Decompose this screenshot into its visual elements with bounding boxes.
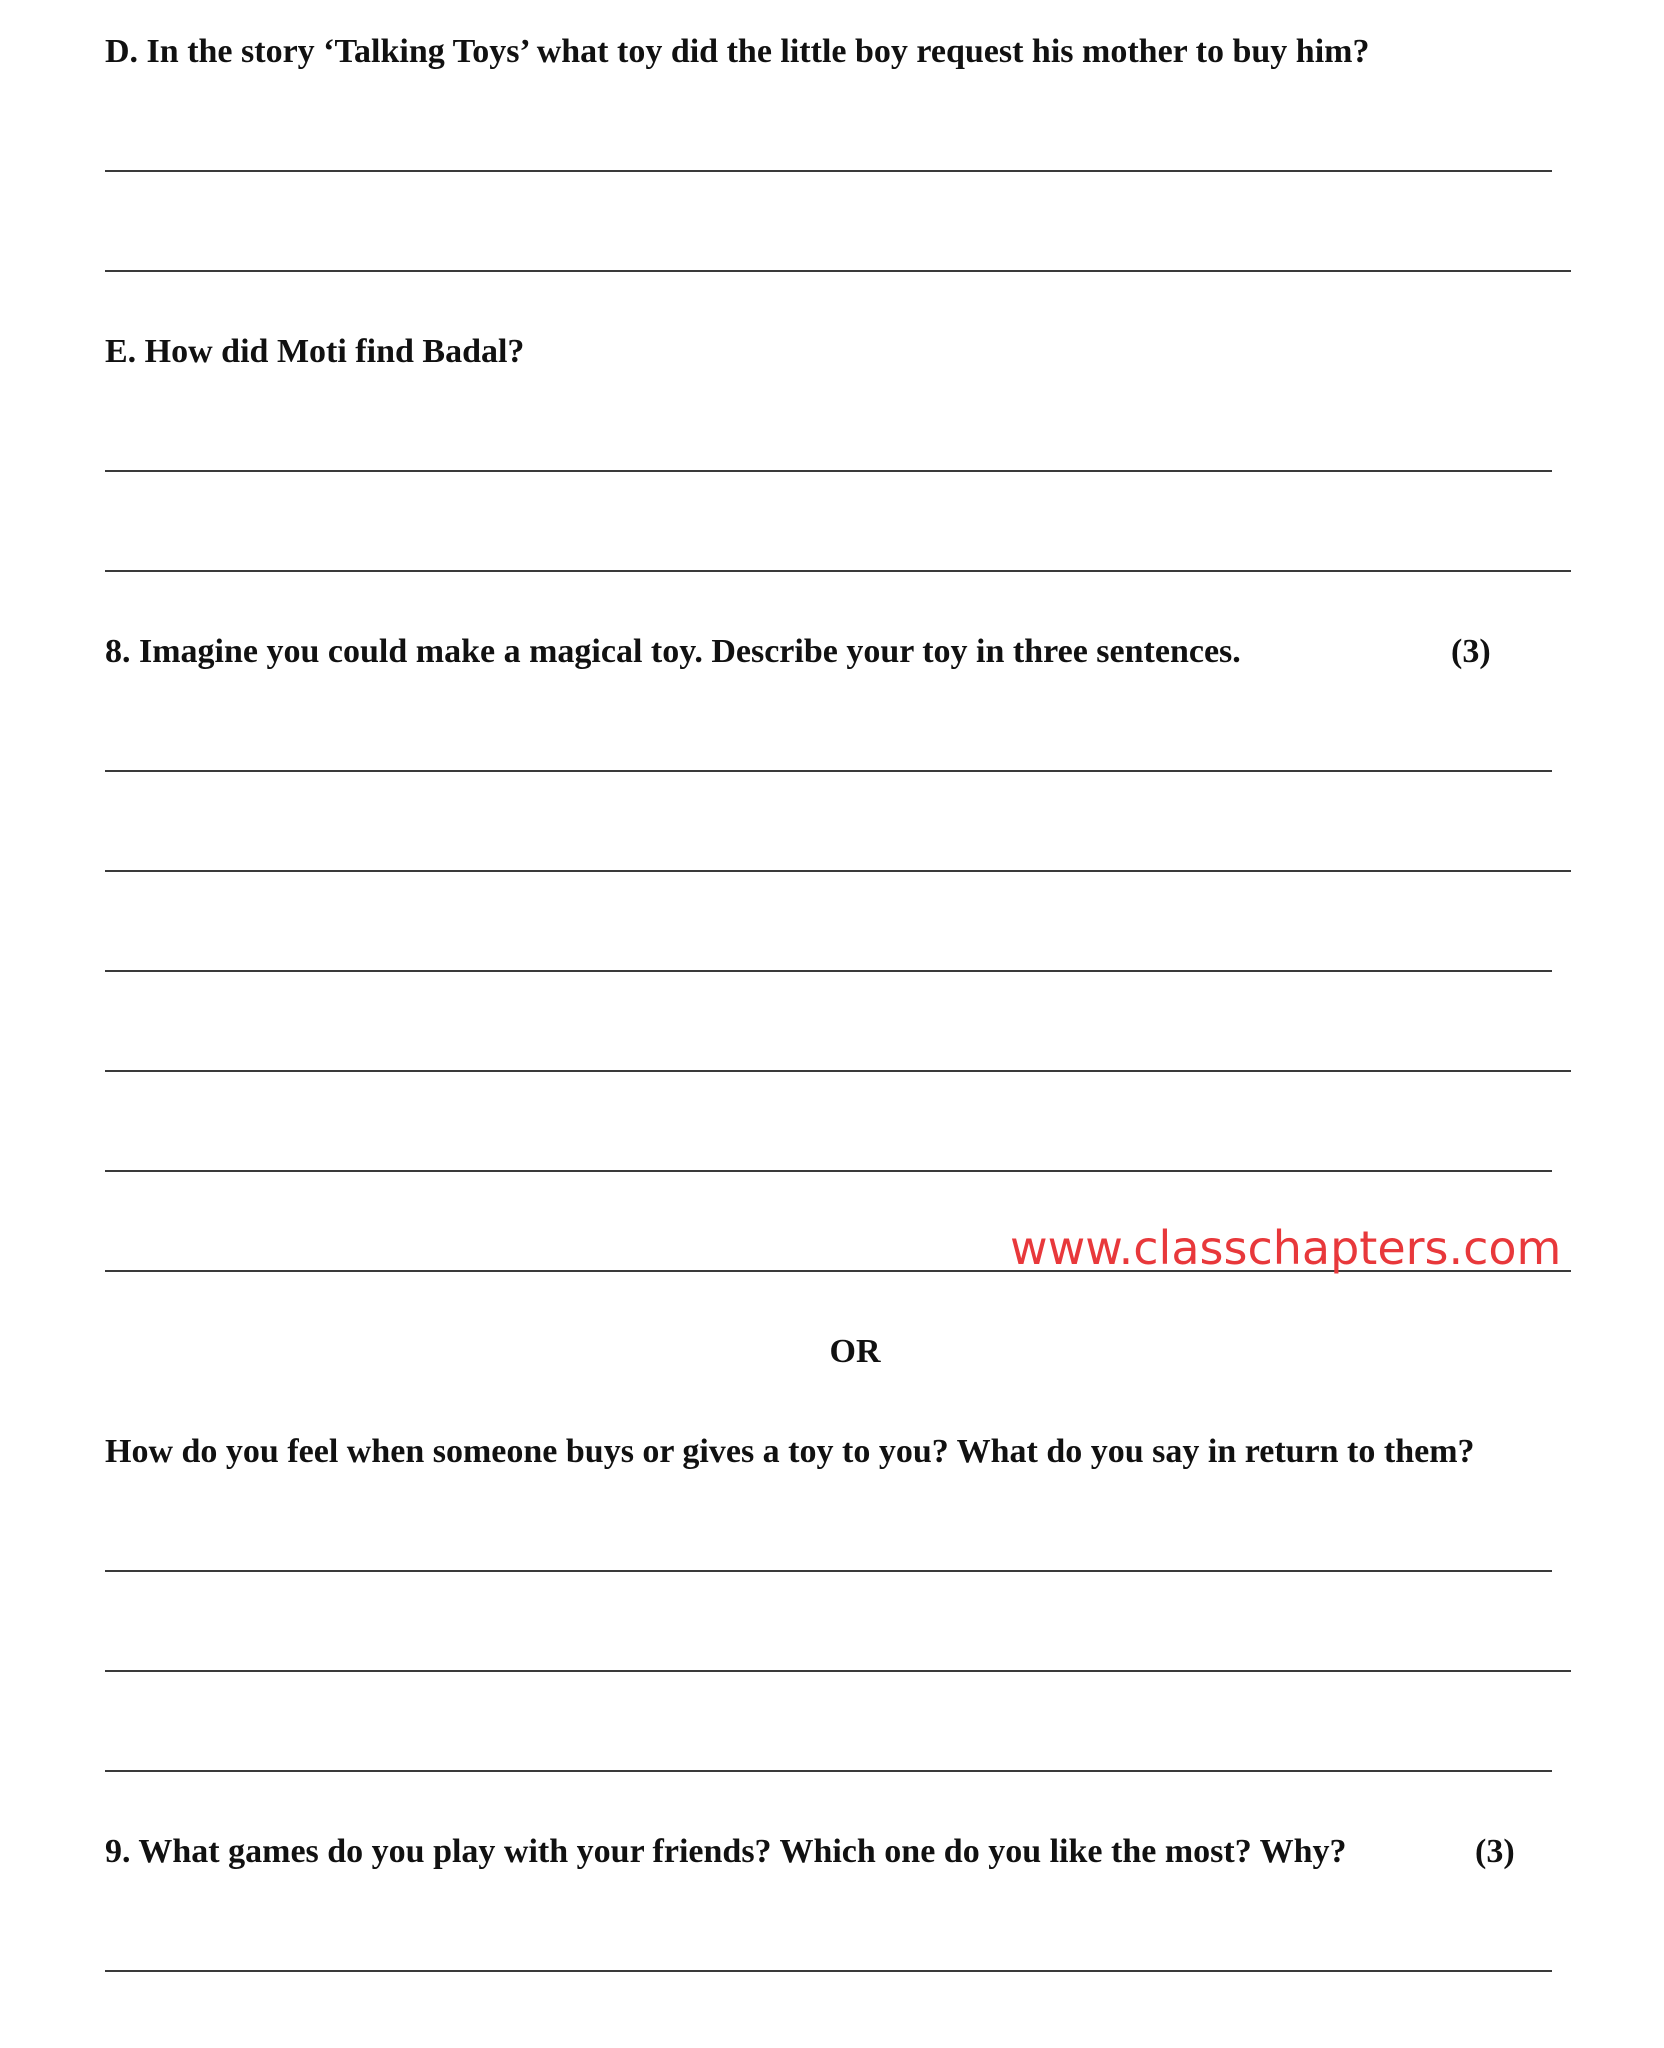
question-8-marks: (3)	[1451, 633, 1491, 670]
answer-line	[105, 470, 1552, 472]
answer-line	[105, 870, 1571, 872]
answer-line	[105, 170, 1552, 172]
or-separator: OR	[829, 1333, 881, 1370]
answer-line	[105, 1670, 1571, 1672]
question-8: 8. Imagine you could make a magical toy. Describe your toy in three sentences.	[105, 633, 1241, 670]
answer-line	[105, 1770, 1552, 1772]
answer-line	[105, 970, 1552, 972]
answer-line	[105, 570, 1571, 572]
answer-line	[105, 1970, 1552, 1972]
answer-line	[105, 770, 1552, 772]
answer-line	[105, 1570, 1552, 1572]
question-9: 9. What games do you play with your friends? Which one do you like the most? Why?	[105, 1833, 1347, 1870]
watermark: www.classchapters.com	[1010, 1221, 1562, 1275]
answer-line	[105, 270, 1571, 272]
answer-line	[105, 1070, 1571, 1072]
answer-line	[105, 1170, 1552, 1172]
question-d: D. In the story ‘Talking Toys’ what toy did the little boy request his mother to buy him?	[105, 33, 1370, 70]
question-8-alternative: How do you feel when someone buys or gives a toy to you? What do you say in return to them?	[105, 1433, 1475, 1470]
question-9-marks: (3)	[1475, 1833, 1515, 1870]
question-e: E. How did Moti find Badal?	[105, 333, 525, 370]
